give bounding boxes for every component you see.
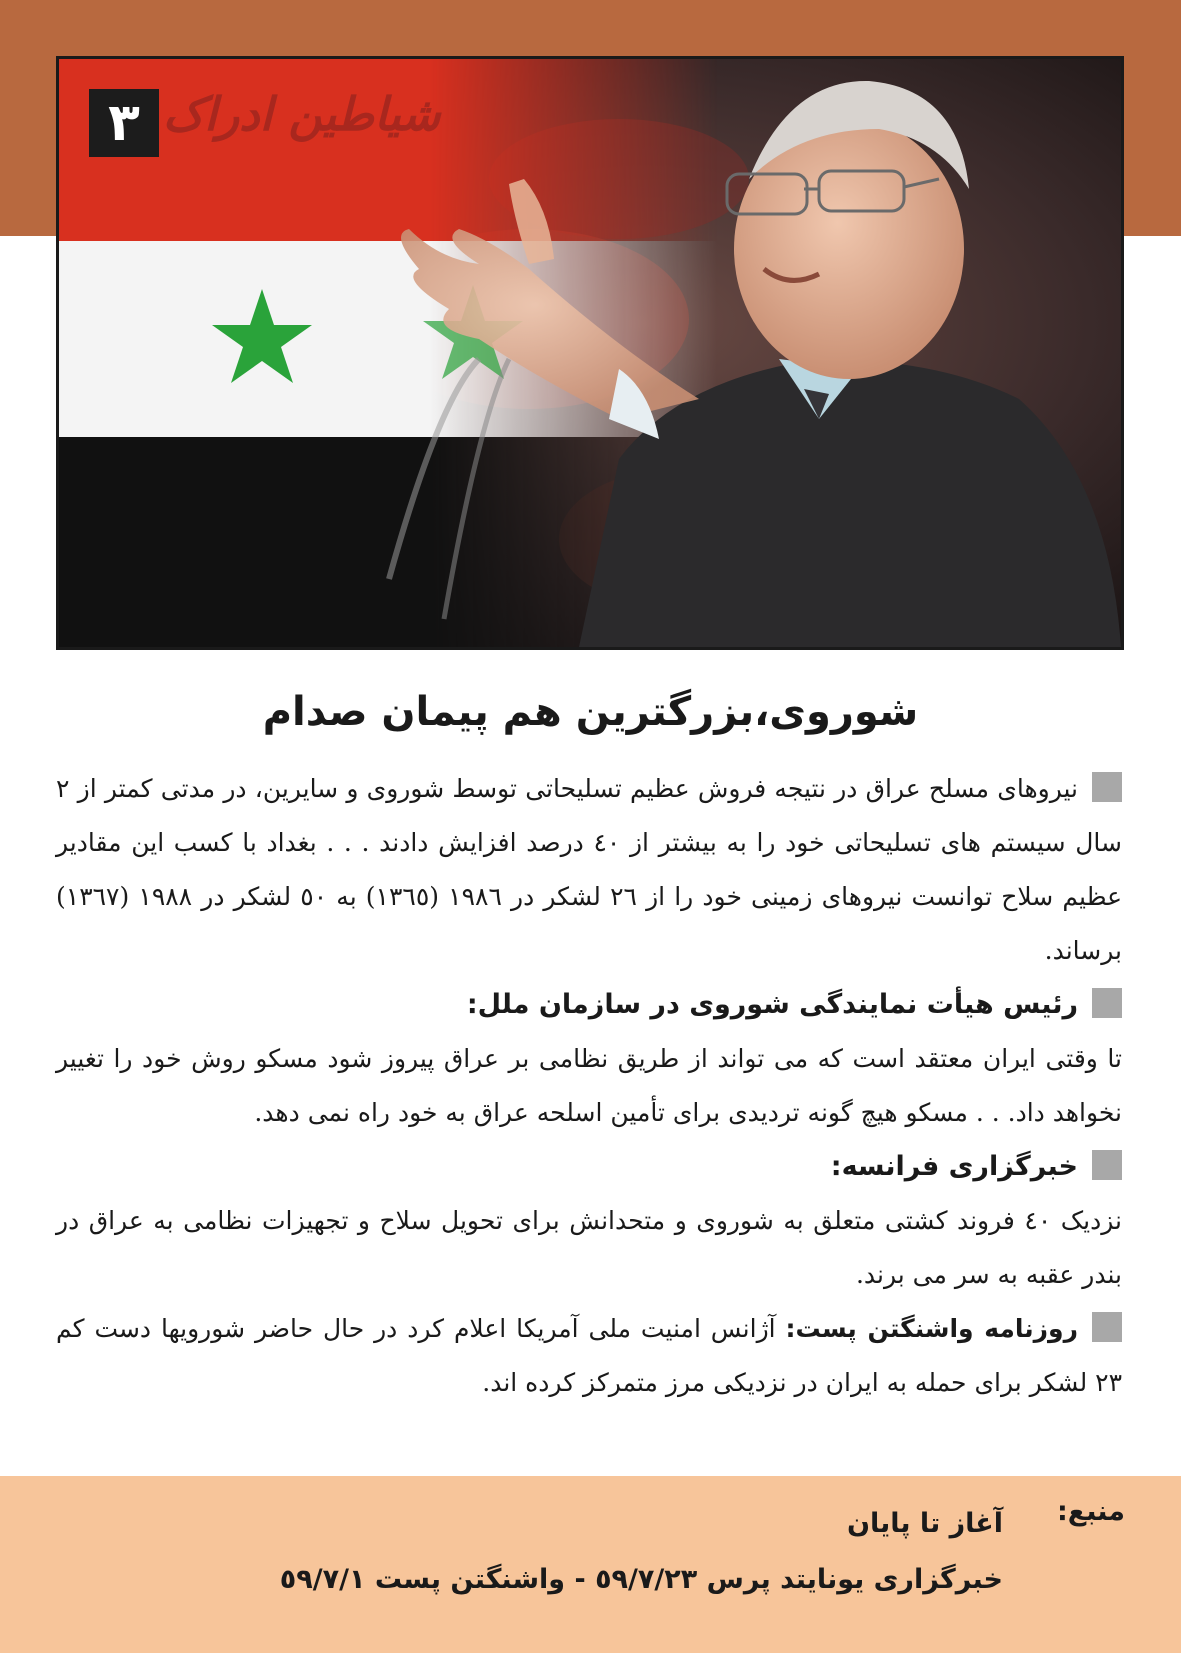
paragraph-text: نزدیک ٤٠ فروند کشتی متعلق به شوروی و متحدانش برای تحویل سلاح و تجهیزات نظامی به عراق در بندر عقبه به سر می برند. xyxy=(56,1206,1122,1289)
article-body xyxy=(56,762,1122,1410)
section-heading xyxy=(56,1140,1122,1194)
source-list xyxy=(280,1496,1003,1608)
paragraph xyxy=(56,1032,1122,1140)
paragraph xyxy=(56,1302,1122,1410)
source-label: منبع: xyxy=(1056,1496,1125,1527)
source-line: آغاز تا پایان xyxy=(846,1508,1003,1539)
source-line: خبرگزاری یونایتد پرس ٥٩/٧/٢٣ - واشنگتن پست ٥٩/٧/١ xyxy=(279,1564,1003,1595)
section-heading-text: رئیس هیأت نمایندگی شوروی در سازمان ملل: xyxy=(466,989,1078,1020)
square-bullet-icon xyxy=(1092,988,1122,1018)
square-bullet-icon xyxy=(1092,1150,1122,1180)
page-title: شوروی،بزرگترین هم پیمان صدام xyxy=(262,689,919,735)
header-photo xyxy=(56,56,1124,650)
paragraph xyxy=(56,1194,1122,1302)
paragraph-text: آژانس امنیت ملی آمریکا اعلام کرد در حال حاضر شورویها دست کم ٢٣ لشکر برای حمله به ایران در نزدیکی مرز متمرکز کرده اند. xyxy=(56,1314,1122,1397)
section-heading-text: خبرگزاری فرانسه: xyxy=(830,1151,1078,1182)
inline-source-label: روزنامه واشنگتن پست: xyxy=(785,1314,1078,1343)
badge-number: ٣ xyxy=(108,93,140,153)
photo-collage xyxy=(59,59,1121,647)
square-bullet-icon xyxy=(1092,772,1122,802)
paragraph-text: تا وقتی ایران معتقد است که می تواند از طریق نظامی بر عراق پیروز شود مسکو روش خود را تغییر نخواهد داد. . . مسکو هیچ گونه تردیدی برای تأمین اسلحه عراق به خود راه نمی دهد. xyxy=(56,1044,1122,1127)
source-panel xyxy=(0,1476,1181,1653)
number-badge xyxy=(89,89,159,157)
paragraph xyxy=(56,762,1122,978)
logo: شیاطین ادراک xyxy=(163,87,441,141)
square-bullet-icon xyxy=(1092,1312,1122,1342)
paragraph-text: نیروهای مسلح عراق در نتیجه فروش عظیم تسلیحاتی توسط شوروی و سایرین، در مدتی کمتر از ٢ سال سیستم های تسلیحاتی خود را به بیشتر از ٤٠ درصد افزایش دادند . . . بغداد با کسب این مقادیر عظیم سلاح توانست نیروهای زمینی خود را از ٢٦ لشکر در ١٩٨٦ (١٣٦٥) به ٥٠ لشکر در ١٩٨٨ (١٣٦٧) برساند. xyxy=(56,774,1122,965)
section-heading xyxy=(56,978,1122,1032)
